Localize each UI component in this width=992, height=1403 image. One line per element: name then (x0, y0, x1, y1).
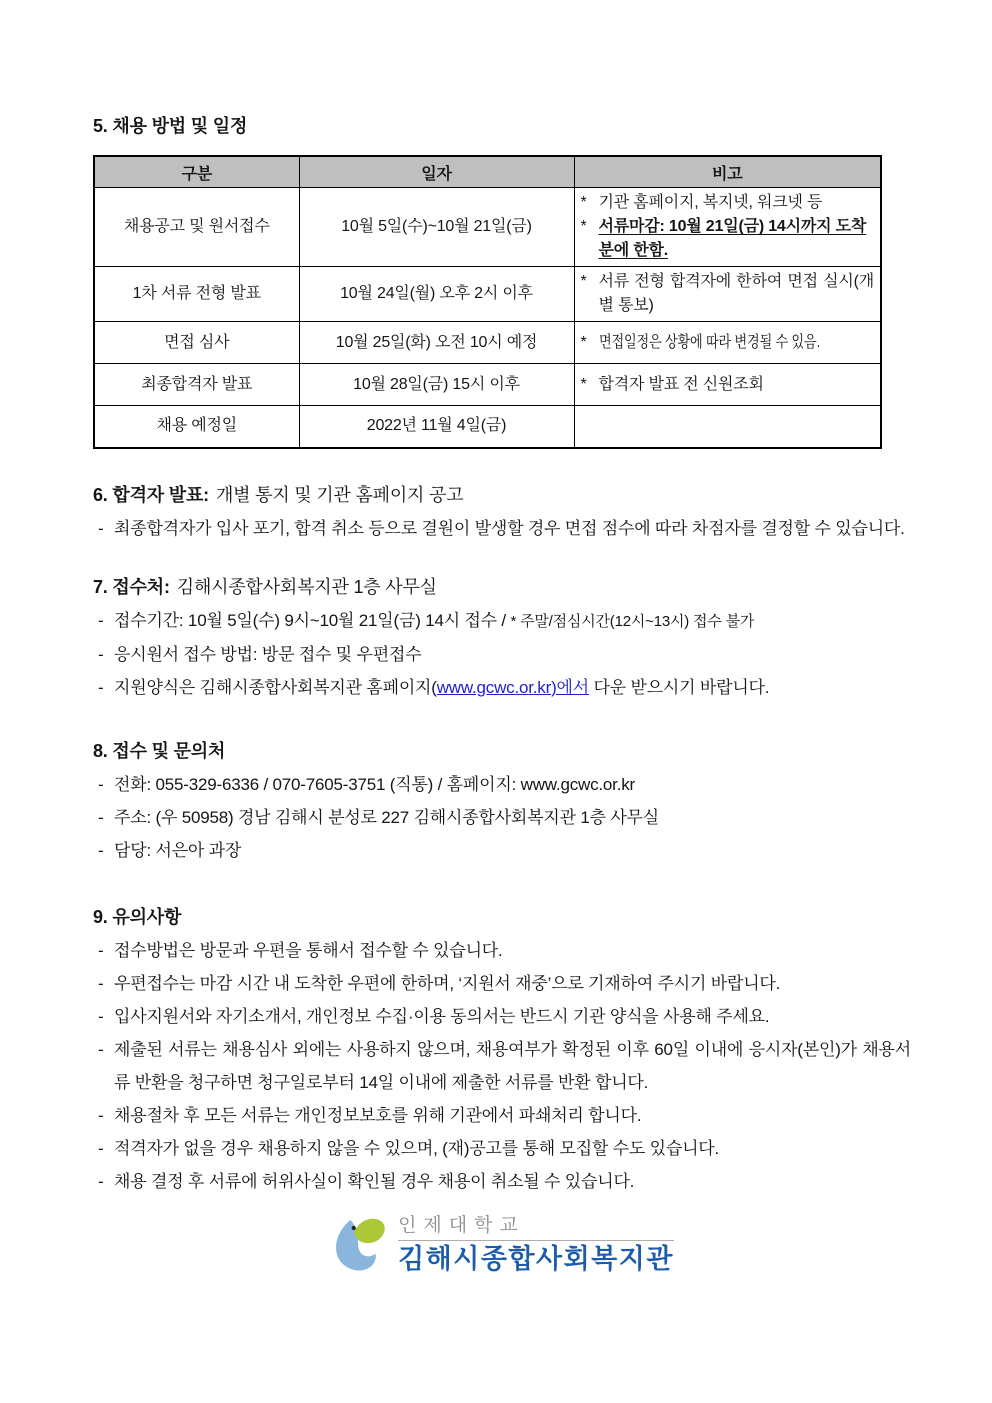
dash-marker: - (98, 973, 104, 993)
list-item (93, 512, 911, 545)
section6-title: 6. 합격자 발표: (93, 484, 209, 505)
remark-text-deadline: 서류마감: 10월 21일(금) 14시까지 도착분에 한함. (598, 218, 867, 259)
asterisk-marker: * (580, 273, 587, 290)
cell-category: 최종합격자 발표 (94, 364, 299, 406)
form-download-post: 다운 받으시기 바랍니다. (588, 677, 770, 697)
remark-text: 서류 전형 합격자에 한하여 면접 실시(개별 통보) (598, 273, 874, 314)
website-link[interactable]: www.gcwc.or.kr)에서 (436, 677, 589, 697)
remark-line (581, 270, 875, 318)
cell-category: 1차 서류 전형 발표 (94, 267, 299, 322)
remark-line (581, 373, 875, 397)
cell-date: 2022년 11월 4일(금) (299, 406, 574, 448)
col-header-category: 구분 (94, 156, 299, 188)
contact-address: 주소: (우 50958) 경남 김해시 분성로 227 김해시종합사회복지관 1층 사무실 (114, 807, 659, 827)
cell-remarks (574, 364, 881, 406)
section5-title: 5. 채용 방법 및 일정 (93, 116, 248, 136)
list-item-text: 최종합격자가 입사 포기, 합격 취소 등으로 결원이 발생할 경우 면접 점수에 따라 차점자를 결정할 수 있습니다. (114, 518, 905, 538)
list-item (93, 1000, 911, 1033)
cell-remarks (574, 188, 881, 267)
organization-logo (93, 1214, 911, 1276)
section7-subtitle: 김해시종합사회복지관 1층 사무실 (176, 576, 437, 597)
remark-line (581, 331, 875, 355)
section8-heading (93, 735, 911, 768)
list-item (93, 1099, 911, 1132)
dash-marker: - (98, 807, 104, 827)
remark-line (581, 191, 875, 215)
table-row (94, 267, 881, 322)
list-item (93, 768, 911, 801)
remark-text: 합격자 발표 전 신원조회 (598, 375, 764, 393)
col-header-date: 일자 (299, 156, 574, 188)
dash-marker: - (98, 1105, 104, 1125)
list-item (93, 934, 911, 967)
section9-heading (93, 901, 911, 934)
cell-remarks (574, 267, 881, 322)
table-row (94, 322, 881, 364)
bird-logo-icon (330, 1214, 392, 1276)
section9-title: 9. 유의사항 (93, 906, 182, 927)
dash-marker: - (98, 774, 104, 794)
section-winner-announcement (93, 479, 911, 545)
cell-date: 10월 28일(금) 15시 이후 (299, 364, 574, 406)
cell-date: 10월 25일(화) 오전 10시 예정 (299, 322, 574, 364)
dash-marker: - (98, 1171, 104, 1191)
cell-remarks (574, 322, 881, 364)
dash-marker: - (98, 1039, 104, 1059)
reception-period: 접수기간: 10월 5일(수) 9시~10월 21일(금) 14시 접수 / (114, 610, 511, 630)
list-item (93, 834, 911, 867)
table-row (94, 188, 881, 267)
table-row (94, 364, 881, 406)
dash-marker: - (98, 677, 104, 697)
list-item (93, 604, 911, 638)
contact-person: 담당: 서은아 과장 (114, 840, 242, 860)
list-item (93, 671, 911, 704)
asterisk-marker: * (580, 375, 587, 393)
document-content (93, 0, 911, 1276)
dash-marker: - (98, 840, 104, 860)
list-item (93, 1132, 911, 1165)
note-text: 적격자가 없을 경우 채용하지 않을 수 있으며, (재)공고를 통해 모집할 수도 있습니다. (114, 1138, 720, 1158)
logo-bird-eye (352, 1225, 356, 1229)
logo-text-block (398, 1214, 674, 1276)
section8-title: 8. 접수 및 문의처 (93, 740, 226, 761)
list-item (93, 1165, 911, 1198)
note-text: 채용절차 후 모든 서류는 개인정보보호를 위해 기관에서 파쇄처리 합니다. (114, 1105, 642, 1125)
list-item-text (114, 604, 911, 638)
section7-heading (93, 571, 911, 604)
cell-remarks-empty (574, 406, 881, 448)
schedule-table (93, 155, 882, 449)
form-download-pre: 지원양식은 김해시종합사회복지관 홈페이지( (114, 677, 437, 697)
remark-line (581, 215, 875, 263)
contact-phone: 전화: 055-329-6336 / 070-7605-3751 (직통) / 홈페이지: www.gcwc.or.kr (114, 774, 635, 794)
dash-marker: - (98, 644, 104, 664)
list-item (93, 801, 911, 834)
asterisk-marker: * (580, 194, 587, 211)
section-contact (93, 735, 911, 867)
logo-green-leaf (354, 1218, 384, 1242)
section-notes (93, 901, 911, 1198)
note-text: 입사지원서와 자기소개서, 개인정보 수집·이용 동의서는 반드시 기관 양식을 사용해 주세요. (114, 1006, 770, 1026)
table-row (94, 406, 881, 448)
list-item-text (114, 671, 911, 704)
list-item (93, 967, 911, 1000)
dash-marker: - (98, 610, 104, 630)
list-item (93, 638, 911, 671)
section7-title: 7. 접수처: (93, 576, 170, 597)
col-header-remarks: 비고 (574, 156, 881, 188)
cell-date: 10월 24일(월) 오후 2시 이후 (299, 267, 574, 322)
logo-university-name: 인제대학교 (398, 1214, 674, 1241)
table-header-row (94, 156, 881, 188)
dash-marker: - (98, 1138, 104, 1158)
remark-text: 면접일정은 상황에 따라 변경될 수 있음. (598, 333, 820, 351)
cell-date: 10월 5일(수)~10월 21일(금) (299, 188, 574, 267)
dash-marker: - (98, 518, 104, 538)
note-text: 제출된 서류는 채용심사 외에는 사용하지 않으며, 채용여부가 확정된 이후 60일 이내에 응시자(본인)가 채용서류 반환을 청구하면 청구일로부터 14일 이내에 제출한 서류를 반환 합니다. (114, 1039, 911, 1092)
cell-category: 채용공고 및 원서접수 (94, 188, 299, 267)
asterisk-marker: * (580, 218, 587, 235)
logo-center-name: 김해시종합사회복지관 (398, 1243, 674, 1274)
dash-marker: - (98, 940, 104, 960)
dash-marker: - (98, 1006, 104, 1026)
remark-text: 기관 홈페이지, 복지넷, 워크넷 등 (598, 194, 823, 211)
asterisk-marker: * (580, 333, 587, 351)
section6-heading (93, 479, 911, 512)
list-item-text: 응시원서 접수 방법: 방문 접수 및 우편접수 (114, 644, 422, 664)
note-text: 접수방법은 방문과 우편을 통해서 접수할 수 있습니다. (114, 940, 503, 960)
cell-category: 채용 예정일 (94, 406, 299, 448)
note-text: 채용 결정 후 서류에 허위사실이 확인될 경우 채용이 취소될 수 있습니다. (114, 1171, 635, 1191)
section-reception (93, 571, 911, 704)
note-text: 우편접수는 마감 시간 내 도착한 우편에 한하며, ‘지원서 재중’으로 기재하여 주시기 바랍니다. (114, 973, 781, 993)
list-item (93, 1033, 911, 1099)
section5-heading (93, 110, 911, 143)
cell-category: 면접 심사 (94, 322, 299, 364)
section6-subtitle: 개별 통지 및 기관 홈페이지 공고 (215, 484, 464, 505)
reception-restriction-note: * 주말/점심시간(12시~13시) 접수 불가 (510, 612, 755, 630)
